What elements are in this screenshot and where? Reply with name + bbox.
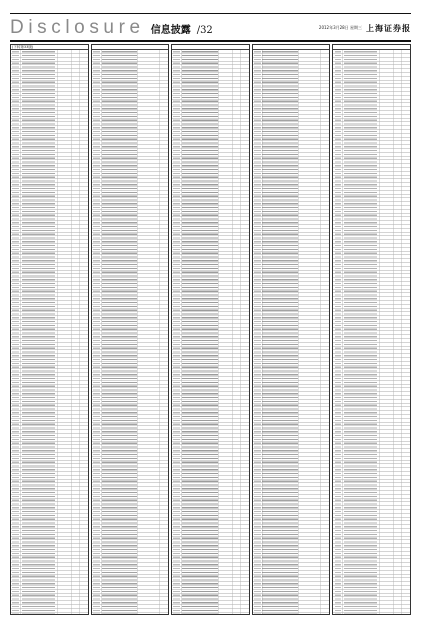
table-rows (92, 50, 169, 615)
column-4 (252, 44, 331, 615)
masthead-rule (10, 40, 411, 42)
section-word: Disclosure (10, 17, 145, 38)
column-3 (171, 44, 250, 615)
column-1 (10, 44, 89, 615)
table-rows (333, 50, 410, 615)
page-title: 信息披露 (150, 25, 191, 36)
table-columns (10, 44, 411, 615)
column-5 (332, 44, 411, 615)
page-number: /32 (196, 25, 213, 36)
date-line: 2012年3月28日 星期三 (318, 25, 362, 30)
masthead-left (10, 17, 213, 39)
masthead (10, 17, 411, 39)
column-head: (下转第33版) (11, 45, 88, 50)
table-rows (11, 50, 88, 615)
table-rows (253, 50, 330, 615)
column-2 (91, 44, 170, 615)
table-rows (172, 50, 249, 615)
paper-name: 上海证券报 (366, 22, 411, 33)
top-rule (10, 13, 411, 14)
masthead-right (319, 23, 411, 34)
